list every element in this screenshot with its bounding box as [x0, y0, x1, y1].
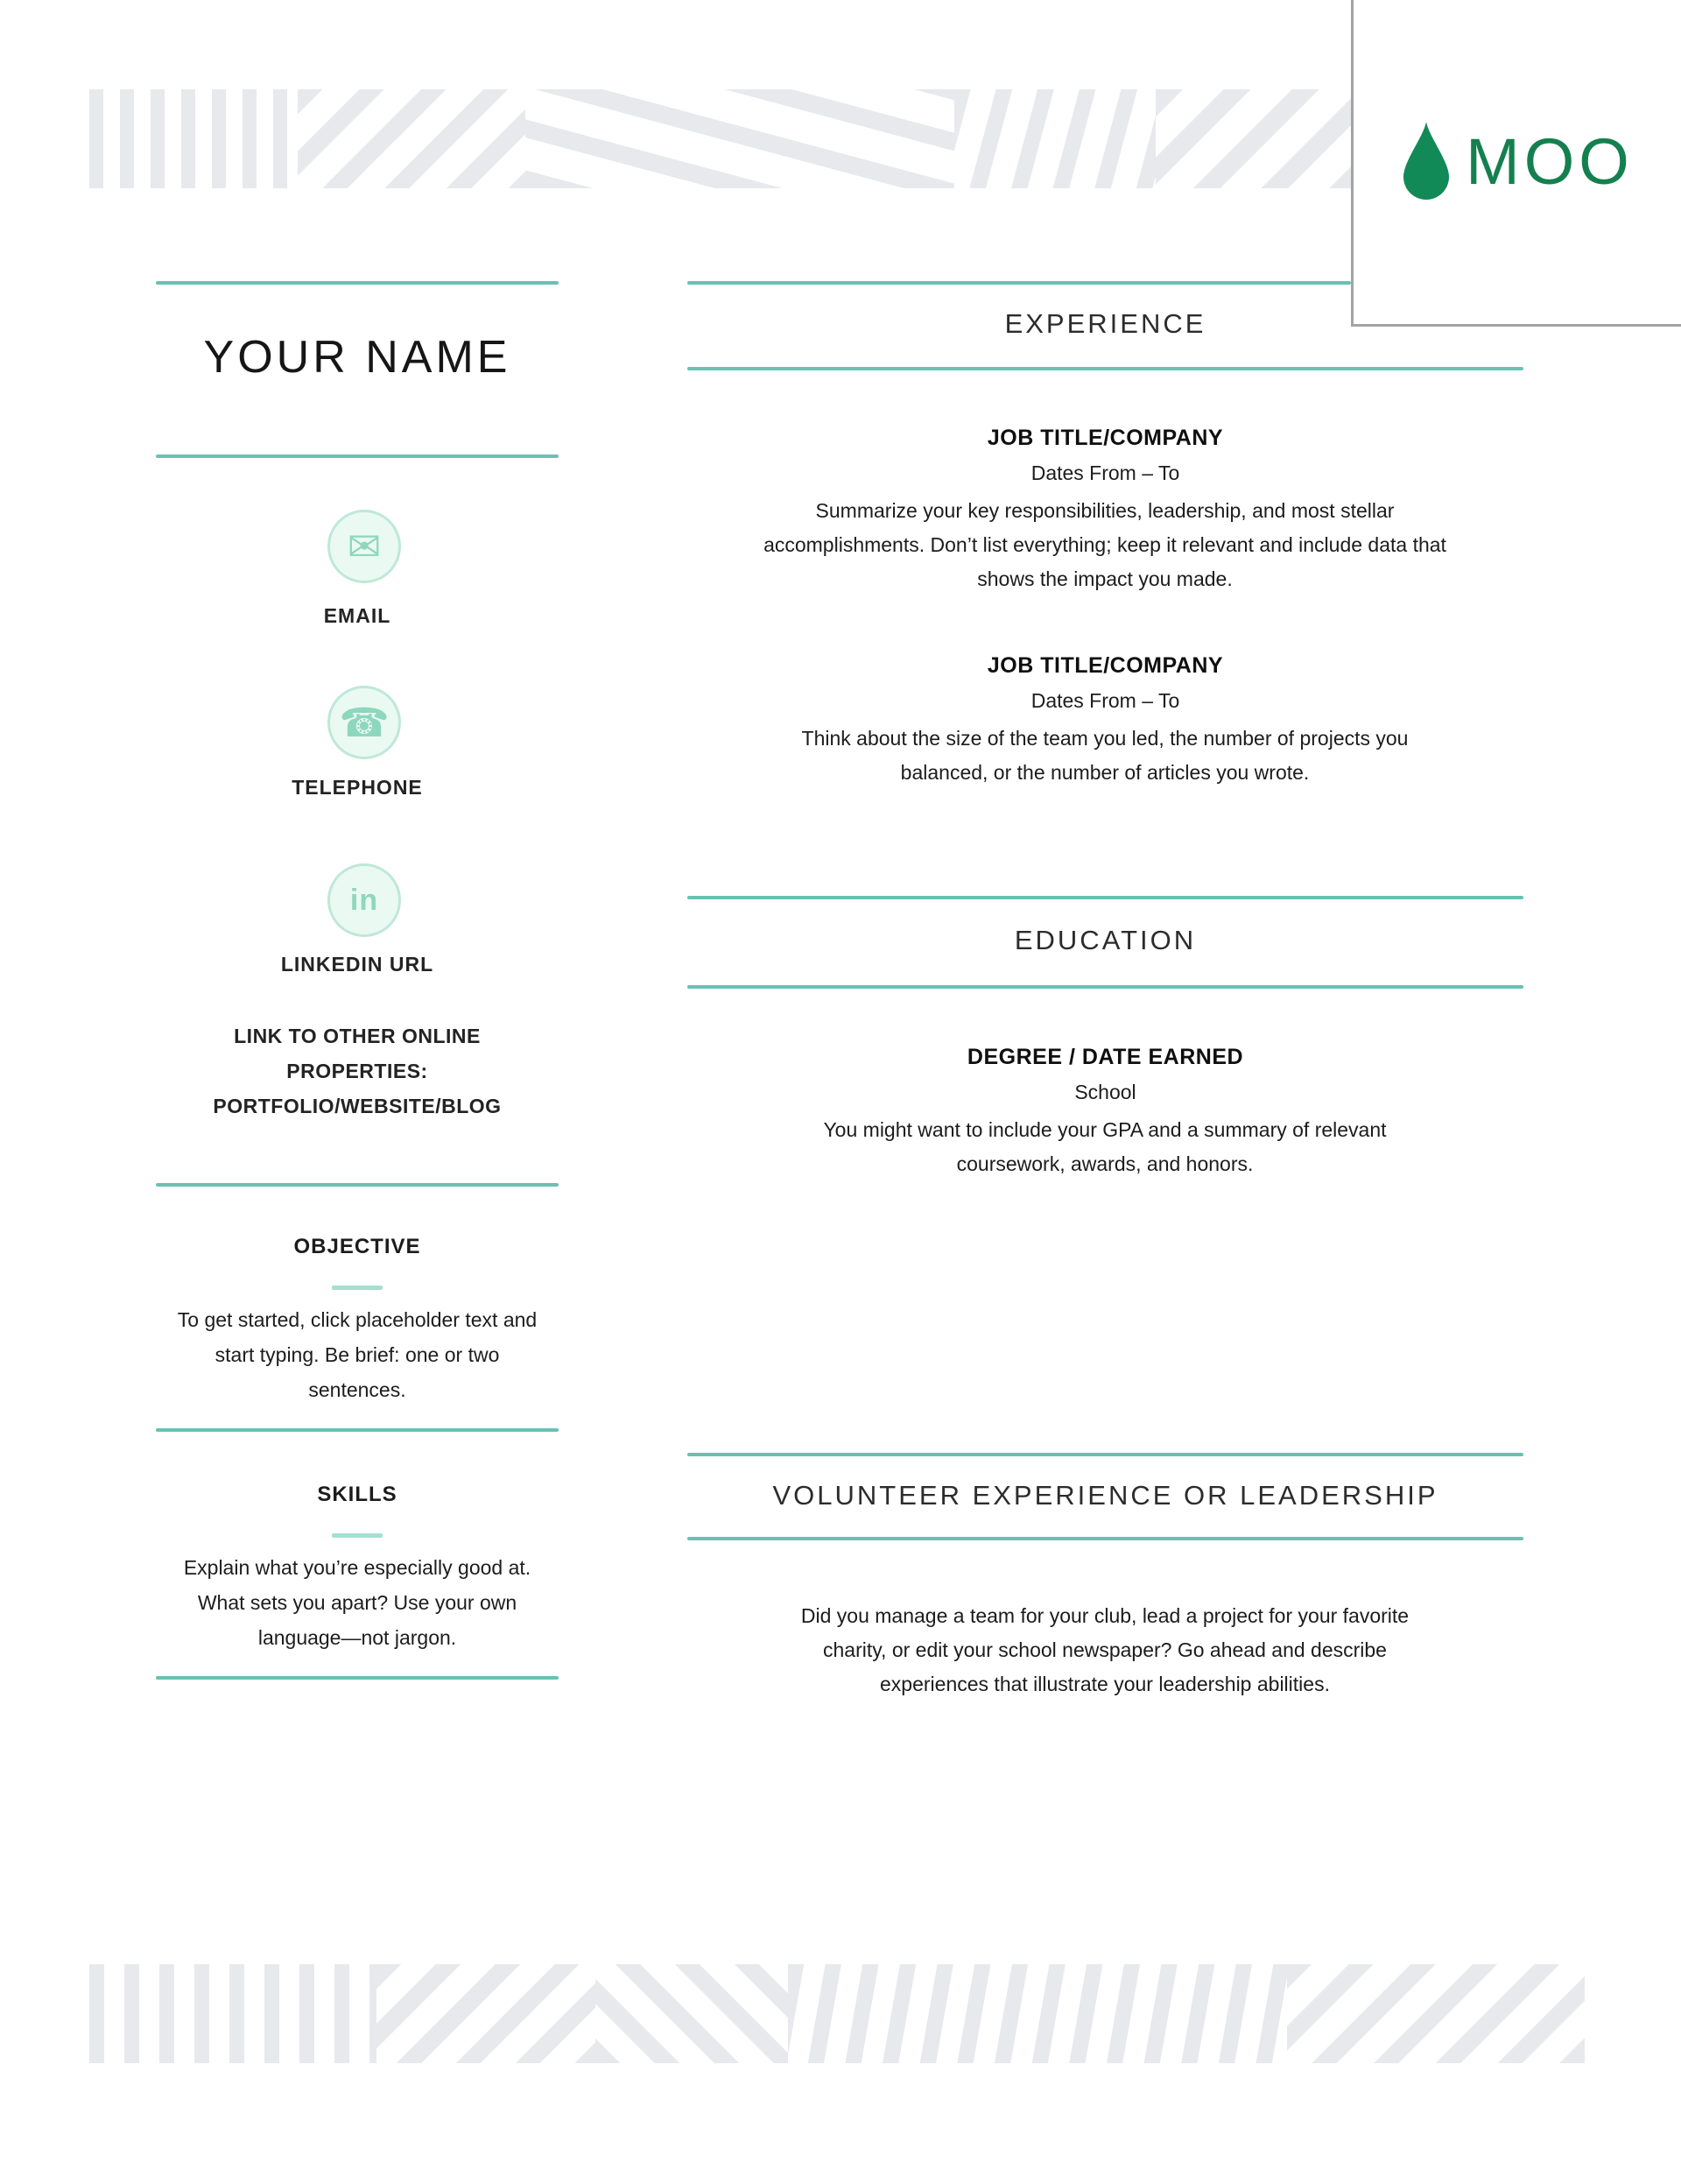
skills-text: Explain what you’re especially good at. What sets you apart? Use your own language—not jargon.	[183, 1556, 531, 1649]
school-name: School	[1074, 1081, 1136, 1103]
experience-rule-bottom	[687, 367, 1523, 370]
other-links-line: PROPERTIES:	[286, 1060, 428, 1082]
education-rule-bottom	[687, 985, 1523, 989]
degree-title: DEGREE / DATE EARNED	[967, 1045, 1244, 1069]
experience-section-heading: EXPERIENCE	[1004, 308, 1206, 339]
job-title: JOB TITLE/COMPANY	[987, 426, 1224, 450]
stripe-segment	[954, 89, 1156, 188]
stripe-segment	[89, 1964, 376, 2063]
skills-underline	[332, 1533, 383, 1538]
email-icon: ✉	[347, 524, 382, 569]
phone-icon-circle	[327, 686, 401, 759]
email-icon-circle	[327, 510, 401, 583]
stripe-segment	[1156, 89, 1351, 188]
telephone-label: TELEPHONE	[292, 776, 423, 799]
volunteer-rule-bottom	[687, 1537, 1523, 1540]
volunteer-section-heading: VOLUNTEER EXPERIENCE OR LEADERSHIP	[772, 1480, 1438, 1511]
linkedin-label: LINKEDIN URL	[280, 953, 434, 976]
moo-logo-text: MOO	[1466, 125, 1634, 198]
sidebar-rule-above-skills	[156, 1428, 559, 1432]
job-dates: Dates From – To	[1030, 689, 1180, 712]
job-description: Summarize your key responsibilities, leadership, and most stellar accomplishments. Don’t list everything; keep it relevant and include data that shows the impact you made.	[763, 499, 1446, 590]
job-dates: Dates From – To	[1030, 461, 1180, 484]
stripe-segment	[525, 89, 954, 188]
sidebar-rule-bottom	[156, 1676, 559, 1680]
linkedin-icon-circle	[327, 863, 401, 937]
stripe-segment	[595, 1964, 788, 2063]
skills-heading: SKILLS	[317, 1483, 397, 1506]
stripe-segment	[1287, 1964, 1585, 2063]
moo-logo-box	[1351, 0, 1681, 327]
education-rule-top	[687, 896, 1523, 899]
sidebar-rule-under-name	[156, 454, 559, 458]
experience-rule-top	[687, 281, 1351, 285]
decorative-stripe-band-top	[0, 89, 1351, 188]
objective-text: To get started, click placeholder text and start typing. Be brief: one or two sentences.	[177, 1308, 538, 1401]
education-description: You might want to include your GPA and a summary of relevant coursework, awards, and honors.	[823, 1118, 1387, 1175]
stripe-segment	[788, 1964, 1287, 2063]
job-title: JOB TITLE/COMPANY	[987, 653, 1224, 678]
other-links-note	[151, 1018, 563, 1124]
stripe-segment	[376, 1964, 595, 2063]
volunteer-rule-top	[687, 1453, 1523, 1456]
candidate-name: YOUR NAME	[203, 332, 511, 383]
stripe-segment	[298, 89, 525, 188]
decorative-stripe-band-bottom	[0, 1964, 1585, 2063]
objective-underline	[332, 1286, 383, 1290]
job-description: Think about the size of the team you led, the number of projects you balanced, or the number of articles you wrote.	[801, 727, 1409, 784]
sidebar-rule-above-objective	[156, 1183, 559, 1187]
stripe-segment	[89, 89, 298, 188]
email-label: EMAIL	[323, 604, 391, 627]
moo-drop-icon	[1401, 119, 1452, 205]
other-links-line: LINK TO OTHER ONLINE	[234, 1025, 481, 1047]
volunteer-description: Did you manage a team for your club, lead a project for your favorite charity, or edit your school newspaper? Go ahead and describe experiences that illustrate your leadership abilities.	[800, 1604, 1410, 1695]
linkedin-icon: in	[349, 884, 379, 917]
education-section-heading: EDUCATION	[1014, 925, 1197, 955]
other-links-line: PORTFOLIO/WEBSITE/BLOG	[213, 1095, 502, 1117]
objective-heading: OBJECTIVE	[293, 1235, 421, 1258]
sidebar-rule-top	[156, 281, 559, 285]
phone-icon: ☎	[339, 700, 390, 745]
